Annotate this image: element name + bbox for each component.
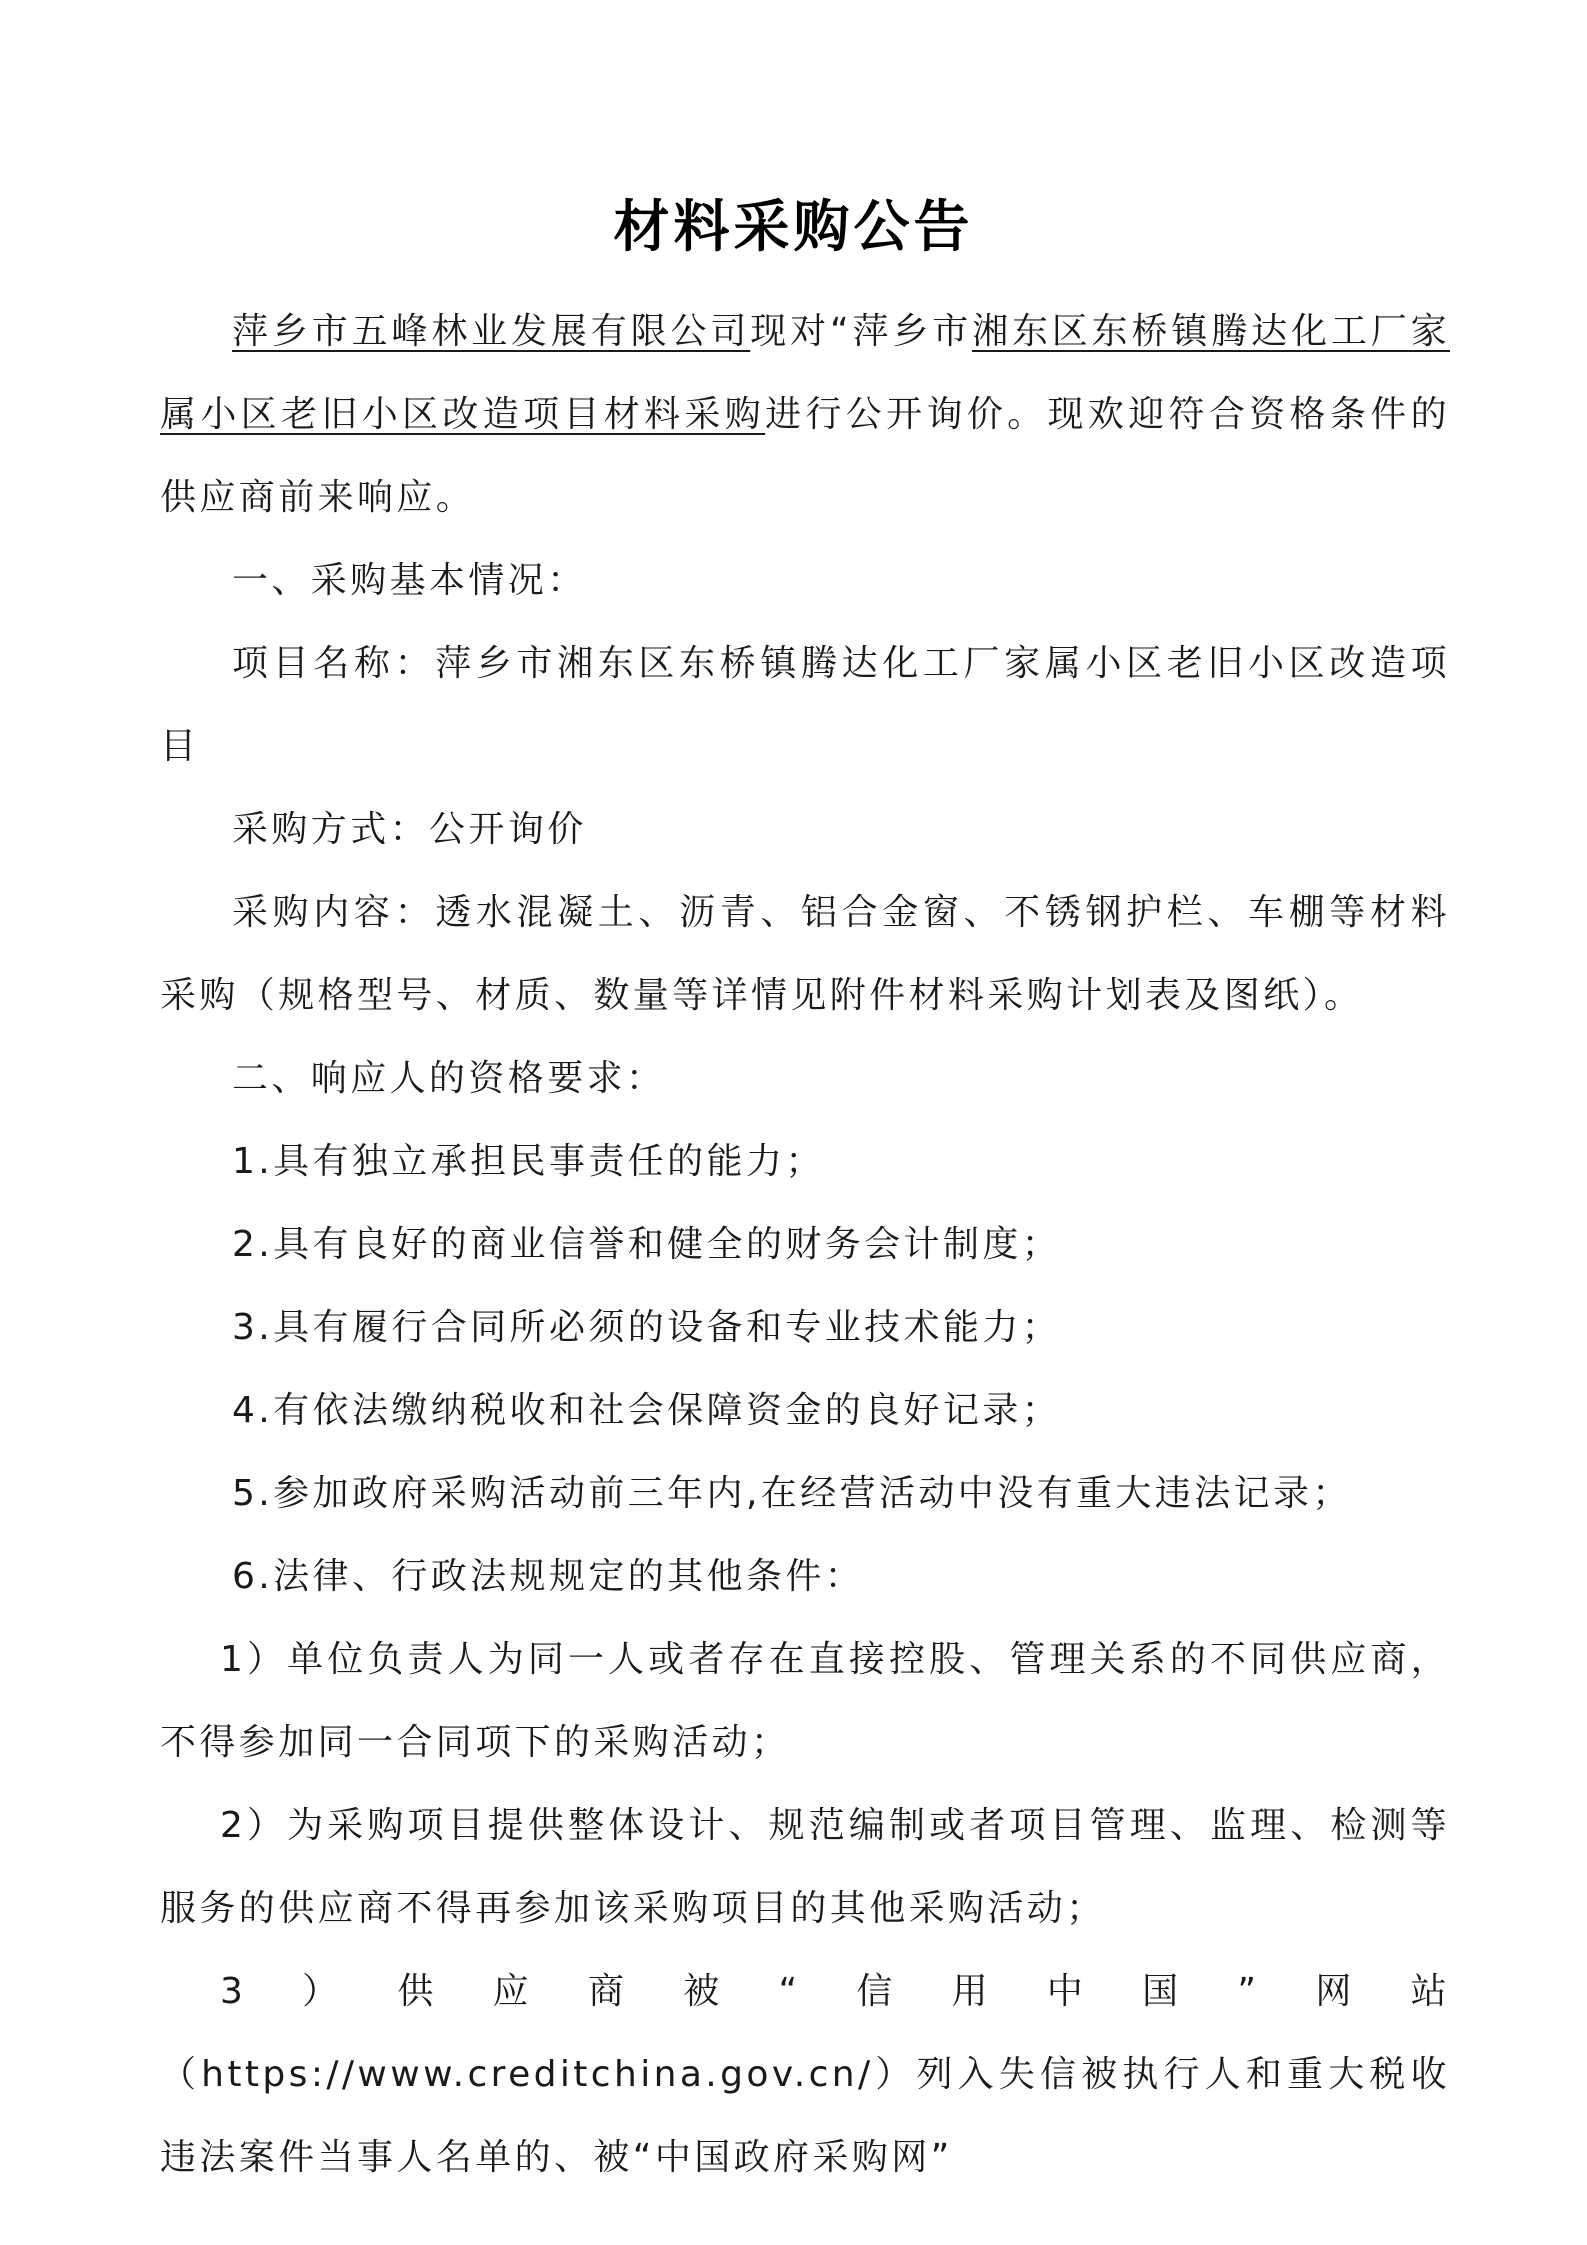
company-name: 萍乡市五峰林业发展有限公司 bbox=[232, 311, 751, 352]
procurement-content-paragraph: 采购内容：透水混凝土、沥青、铝合金窗、不锈钢护栏、车棚等材料采购（规格型号、材质、数量等详情见附件材料采购计划表及图纸）。 bbox=[160, 892, 1450, 1016]
requirement-item: 5.参加政府采购活动前三年内,在经营活动中没有重大违法记录； bbox=[232, 1473, 1352, 1514]
intro-text-1: 现对“萍乡市 bbox=[750, 311, 973, 352]
requirement-item: 4.有依法缴纳税收和社会保障资金的良好记录； bbox=[232, 1390, 1062, 1431]
section2-heading: 二、响应人的资格要求： bbox=[232, 1058, 666, 1099]
requirement-item: 1.具有独立承担民事责任的能力； bbox=[232, 1141, 825, 1182]
section1-heading: 一、采购基本情况： bbox=[232, 560, 587, 601]
document-body bbox=[160, 290, 1450, 2199]
procurement-method-line: 采购方式：公开询价 bbox=[232, 809, 587, 850]
requirement-sub-item: 3）供应商被“信用中国”网站（https://www.creditchina.gov.cn/）列入失信被执行人和重大税收违法案件当事人名单的、被“中国政府采购网” bbox=[160, 1971, 1450, 2178]
requirement-item: 6.法律、行政法规规定的其他条件： bbox=[232, 1556, 865, 1597]
requirement-item: 3.具有履行合同所必须的设备和专业技术能力； bbox=[232, 1307, 1062, 1348]
project-name-underlined: 湘东区东桥镇腾达化工厂家属小区老旧小区改造项目材料采购 bbox=[160, 311, 1450, 435]
requirement-sub-item: 1）单位负责人为同一人或者存在直接控股、管理关系的不同供应商，不得参加同一合同项下的采购活动； bbox=[160, 1639, 1450, 1763]
page-title: 材料采购公告 bbox=[613, 195, 974, 260]
intro-text-2: 进行公开询价。现欢迎符合资格条件的供应商前来响应。 bbox=[160, 394, 1450, 518]
requirement-sub-item: 2）为采购项目提供整体设计、规范编制或者项目管理、监理、检测等服务的供应商不得再参加该采购项目的其他采购活动； bbox=[160, 1805, 1450, 1929]
intro-paragraph bbox=[160, 290, 1450, 539]
requirement-item: 2.具有良好的商业信誉和健全的财务会计制度； bbox=[232, 1224, 1062, 1265]
project-name-line: 项目名称：萍乡市湘东区东桥镇腾达化工厂家属小区老旧小区改造项目 bbox=[160, 643, 1450, 767]
